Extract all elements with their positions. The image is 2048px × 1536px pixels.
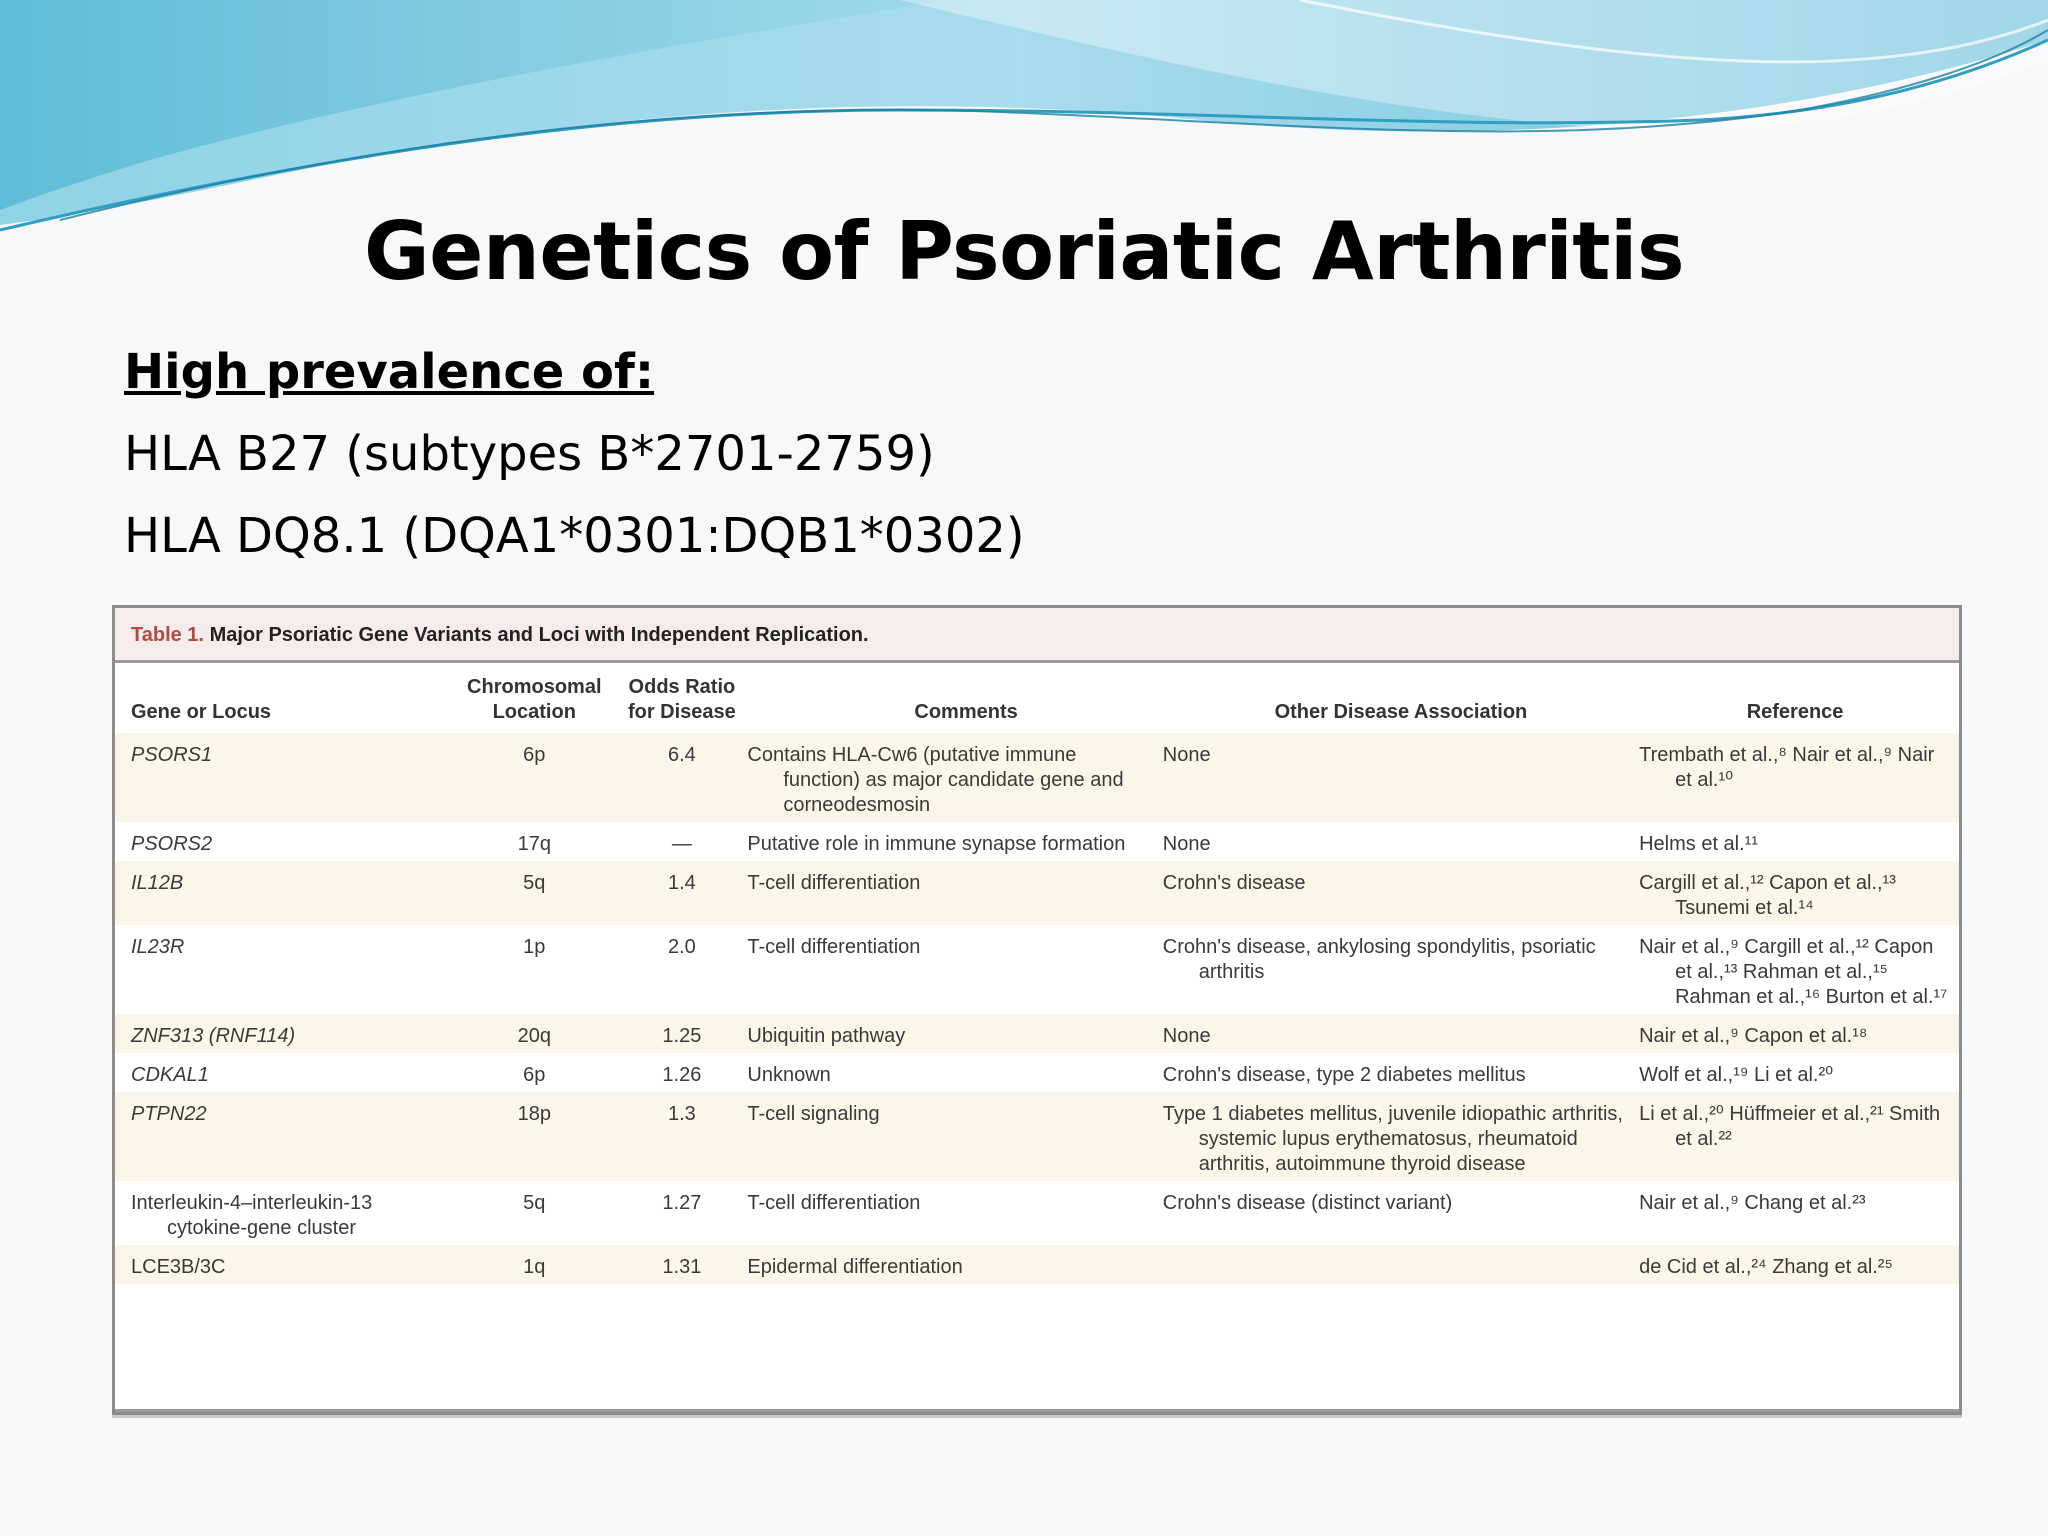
cell-comments: T-cell differentiation — [747, 1192, 921, 1214]
cell-other-disease: Crohn's disease — [1163, 861, 1639, 925]
cell-location: 18p — [452, 1092, 616, 1181]
cell-other-disease: None — [1162, 833, 1211, 855]
cell-gene: PTPN22 — [115, 1092, 452, 1181]
cell-other-disease: Crohn's disease, ankylosing spondylitis, psoriatic arthritis — [1162, 936, 1596, 983]
cell-gene: IL12B — [115, 861, 452, 925]
cell-comments: Putative role in immune synapse formation — [747, 833, 1126, 855]
gene-variants-table — [112, 605, 1962, 1415]
header-odds-ratio — [616, 663, 747, 733]
header-chrom-line-1: Chromosomal — [467, 676, 602, 698]
cell-odds: 1.26 — [662, 1064, 702, 1086]
cell-comments: T-cell differentiation — [747, 936, 921, 958]
cell-comments: T-cell differentiation — [747, 861, 1162, 925]
header-comments: Comments — [914, 701, 1018, 723]
cell-reference: Nair et al.,⁹ Cargill et al.,¹² Capon et al.,¹³ Rahman et al.,¹⁵ Rahman et al.,¹⁶ Burton et al.¹⁷ — [1639, 936, 1948, 1008]
cell-location: 6p — [452, 733, 616, 822]
cell-gene: PSORS2 — [131, 833, 213, 855]
table-row — [115, 733, 1959, 822]
cell-location: 5q — [452, 861, 616, 925]
header-gene: Gene or Locus — [131, 701, 272, 723]
cell-comments: T-cell signaling — [747, 1092, 1162, 1181]
cell-location: 1q — [452, 1245, 616, 1284]
cell-other-disease: Type 1 diabetes mellitus, juvenile idiopathic arthritis, systemic lupus erythematosus, rheumatoid arthritis, autoimmune thyroid disease — [1163, 1092, 1639, 1181]
bullet-item-hla-b27: HLA B27 (subtypes B*2701-2759) — [124, 426, 935, 482]
header-other-disease: Other Disease Association — [1274, 701, 1528, 723]
table-caption-text: Major Psoriatic Gene Variants and Loci with Independent Replication. — [209, 624, 869, 646]
header-reference: Reference — [1746, 701, 1844, 723]
cell-reference: Nair et al.,⁹ Chang et al.²³ — [1639, 1192, 1866, 1214]
table-body — [115, 663, 1959, 1284]
cell-location: 20q — [452, 1014, 616, 1053]
cell-gene: Interleukin-4–interleukin-13 cytokine-gene cluster — [131, 1192, 373, 1239]
cell-odds: 2.0 — [667, 936, 696, 958]
table-row — [115, 1053, 1959, 1092]
table-caption — [115, 608, 1959, 663]
cell-location: 6p — [523, 1064, 546, 1086]
cell-comments: Contains HLA-Cw6 (putative immune function) as major candidate gene and corneodesmosin — [747, 733, 1162, 822]
cell-odds: 1.3 — [616, 1092, 747, 1181]
header-chrom-line-2: Location — [492, 701, 576, 723]
cell-gene: CDKAL1 — [131, 1064, 209, 1086]
cell-odds: 6.4 — [616, 733, 747, 822]
table-row — [115, 1092, 1959, 1181]
cell-other-disease: None — [1163, 733, 1639, 822]
cell-comments: Ubiquitin pathway — [747, 1014, 1162, 1053]
cell-other-disease: Crohn's disease, type 2 diabetes mellitus — [1162, 1064, 1526, 1086]
header-odds-line-1: Odds Ratio — [628, 676, 736, 698]
cell-location: 17q — [517, 833, 551, 855]
table-header-row — [115, 663, 1959, 733]
cell-comments: Unknown — [747, 1064, 831, 1086]
header-wave-decoration — [0, 0, 2048, 240]
cell-reference: Helms et al.¹¹ — [1639, 833, 1758, 855]
header-chromosomal-location — [452, 663, 616, 733]
bullet-list — [124, 340, 1025, 586]
cell-location: 5q — [523, 1192, 546, 1214]
cell-gene: LCE3B/3C — [115, 1245, 452, 1284]
table-caption-number: Table 1. — [131, 624, 204, 646]
cell-other-disease: None — [1163, 1014, 1639, 1053]
table-bottom-rule — [115, 1409, 1959, 1412]
cell-gene: ZNF313 (RNF114) — [115, 1014, 452, 1053]
cell-comments: Epidermal differentiation — [747, 1245, 1162, 1284]
cell-odds: 1.27 — [662, 1192, 702, 1214]
cell-other-disease — [1163, 1245, 1639, 1284]
cell-location: 1p — [523, 936, 546, 958]
cell-reference: Wolf et al.,¹⁹ Li et al.²⁰ — [1639, 1064, 1834, 1086]
cell-reference: Trembath et al.,⁸ Nair et al.,⁹ Nair et al.¹⁰ — [1639, 733, 1959, 822]
cell-odds: 1.4 — [616, 861, 747, 925]
bullet-heading: High prevalence of: — [124, 344, 655, 400]
cell-reference: de Cid et al.,²⁴ Zhang et al.²⁵ — [1639, 1245, 1959, 1284]
table-row — [115, 925, 1959, 1014]
cell-other-disease: Crohn's disease (distinct variant) — [1162, 1192, 1453, 1214]
table-row — [115, 1245, 1959, 1284]
table-row — [115, 822, 1959, 861]
cell-reference: Li et al.,²⁰ Hüffmeier et al.,²¹ Smith et al.²² — [1639, 1092, 1959, 1181]
cell-reference: Cargill et al.,¹² Capon et al.,¹³ Tsunemi et al.¹⁴ — [1639, 861, 1959, 925]
cell-reference: Nair et al.,⁹ Capon et al.¹⁸ — [1639, 1014, 1959, 1053]
slide-title: Genetics of Psoriatic Arthritis — [363, 205, 1685, 298]
bullet-item-hla-dq81: HLA DQ8.1 (DQA1*0301:DQB1*0302) — [124, 508, 1025, 564]
cell-gene: IL23R — [131, 936, 185, 958]
cell-odds: 1.25 — [616, 1014, 747, 1053]
table-row — [115, 1181, 1959, 1245]
table-row — [115, 1014, 1959, 1053]
cell-odds: 1.31 — [616, 1245, 747, 1284]
table-row — [115, 861, 1959, 925]
cell-gene: PSORS1 — [115, 733, 452, 822]
cell-odds: — — [671, 833, 692, 855]
header-odds-line-2: for Disease — [627, 701, 736, 723]
